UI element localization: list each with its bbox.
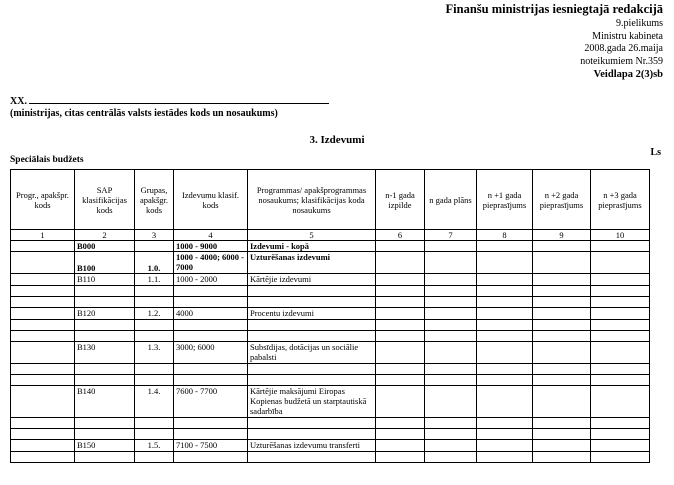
column-number: 2	[75, 230, 135, 241]
amount-cell[interactable]	[591, 297, 650, 308]
table-row	[11, 241, 650, 252]
amount-cell[interactable]	[591, 375, 650, 386]
column-number: 9	[533, 230, 591, 241]
amount-cell[interactable]	[533, 252, 591, 274]
column-header: Grupas, apakšgr. kods	[135, 170, 174, 230]
amount-cell[interactable]	[376, 429, 425, 440]
group-code: 1.3.	[135, 342, 174, 364]
amount-cell[interactable]	[425, 342, 477, 364]
column-number: 7	[425, 230, 477, 241]
column-number: 1	[11, 230, 75, 241]
amount-cell[interactable]	[477, 274, 533, 286]
amount-cell[interactable]	[591, 252, 650, 274]
currency-label: Ls	[650, 147, 661, 158]
table-row	[11, 308, 650, 320]
amount-cell[interactable]	[477, 241, 533, 252]
group-code: 1.5.	[135, 440, 174, 452]
amount-cell[interactable]	[533, 364, 591, 375]
annex-number: 9.pielikums	[616, 18, 663, 29]
amount-cell[interactable]	[425, 440, 477, 452]
item-name: Uzturēšanas izdevumi	[248, 252, 376, 274]
expenditure-code: 1000 - 4000; 6000 - 7000	[174, 252, 248, 274]
item-name: Procentu izdevumi	[248, 308, 376, 320]
column-number: 3	[135, 230, 174, 241]
sap-code: B100	[75, 252, 135, 274]
amount-cell[interactable]	[376, 274, 425, 286]
amount-cell[interactable]	[376, 364, 425, 375]
column-number: 4	[174, 230, 248, 241]
expenditure-code: 7600 - 7700	[174, 386, 248, 418]
header-line-1: Ministru kabineta	[592, 30, 663, 42]
amount-cell[interactable]	[533, 440, 591, 452]
item-name: Kārtējie maksājumi Eiropas Kopienas budžetā un starptautiskā sadarbība	[248, 386, 376, 418]
blank-row	[11, 452, 650, 463]
amount-cell[interactable]	[477, 386, 533, 418]
sap-code: B150	[75, 440, 135, 452]
table-row	[11, 342, 650, 364]
budget-label: Speciālais budžets	[10, 155, 84, 165]
amount-cell[interactable]	[591, 429, 650, 440]
amount-cell[interactable]	[533, 342, 591, 364]
amount-cell[interactable]	[591, 274, 650, 286]
column-header: SAP klasifikācijas kods	[75, 170, 135, 230]
expenditure-code: 7100 - 7500	[174, 440, 248, 452]
amount-cell[interactable]	[425, 274, 477, 286]
amount-cell[interactable]	[425, 375, 477, 386]
institution-caption: (ministrijas, citas centrālās valsts iestādes kods un nosaukums)	[10, 108, 278, 119]
institution-blank-line	[29, 95, 329, 104]
amount-cell[interactable]	[425, 418, 477, 429]
amount-cell[interactable]	[425, 331, 477, 342]
amount-cell[interactable]	[591, 320, 650, 331]
amount-cell[interactable]	[591, 308, 650, 320]
header-line-3: noteikumiem Nr.359	[580, 55, 663, 67]
header-line-2: 2008.gada 26.maija	[584, 43, 663, 54]
item-name: Uzturēšanas izdevumu transferti	[248, 440, 376, 452]
group-code: 1.1.	[135, 274, 174, 286]
institution-block	[10, 95, 329, 120]
amount-cell[interactable]	[376, 452, 425, 463]
amount-cell[interactable]	[376, 418, 425, 429]
blank-row	[11, 429, 650, 440]
amount-cell[interactable]	[477, 375, 533, 386]
amount-cell[interactable]	[425, 320, 477, 331]
column-header: n-1 gada izpilde	[376, 170, 425, 230]
amount-cell[interactable]	[425, 429, 477, 440]
group-code: 1.4.	[135, 386, 174, 418]
amount-cell[interactable]	[477, 364, 533, 375]
item-name: Izdevumi - kopā	[248, 241, 376, 252]
sap-code: B000	[75, 241, 135, 252]
section-title: 3. Izdevumi	[309, 134, 365, 146]
amount-cell[interactable]	[477, 418, 533, 429]
amount-cell[interactable]	[425, 308, 477, 320]
sap-code: B140	[75, 386, 135, 418]
column-header: Progr., apakšpr. kods	[11, 170, 75, 230]
column-header-row	[11, 170, 650, 230]
column-header: n +1 gada pieprasījums	[477, 170, 533, 230]
amount-cell[interactable]	[591, 452, 650, 463]
amount-cell[interactable]	[533, 308, 591, 320]
amount-cell[interactable]	[591, 286, 650, 297]
group-code: 1.0.	[135, 252, 174, 274]
blank-row	[11, 364, 650, 375]
blank-row	[11, 418, 650, 429]
sap-code: B110	[75, 274, 135, 286]
amount-cell[interactable]	[376, 440, 425, 452]
expenditure-code: 3000; 6000	[174, 342, 248, 364]
amount-cell[interactable]	[477, 286, 533, 297]
expenditure-code: 4000	[174, 308, 248, 320]
amount-cell[interactable]	[425, 386, 477, 418]
amount-cell[interactable]	[425, 252, 477, 274]
amount-cell[interactable]	[477, 308, 533, 320]
amount-cell[interactable]	[376, 386, 425, 418]
column-number: 5	[248, 230, 376, 241]
amount-cell[interactable]	[376, 252, 425, 274]
column-number: 8	[477, 230, 533, 241]
amount-cell[interactable]	[591, 386, 650, 418]
amount-cell[interactable]	[591, 418, 650, 429]
amount-cell[interactable]	[376, 375, 425, 386]
sap-code: B130	[75, 342, 135, 364]
blank-row	[11, 297, 650, 308]
amount-cell[interactable]	[591, 241, 650, 252]
column-number-row	[11, 230, 650, 241]
amount-cell[interactable]	[533, 386, 591, 418]
amount-cell[interactable]	[477, 342, 533, 364]
amount-cell[interactable]	[376, 308, 425, 320]
header-title: Finanšu ministrijas iesniegtajā redakcijā	[445, 2, 663, 16]
column-number: 6	[376, 230, 425, 241]
amount-cell[interactable]	[533, 241, 591, 252]
form-label: Veidlapa 2(3)sb	[593, 69, 663, 80]
column-header: n +3 gada pieprasījums	[591, 170, 650, 230]
amount-cell[interactable]	[533, 297, 591, 308]
table-row	[11, 274, 650, 286]
amount-cell[interactable]	[376, 297, 425, 308]
amount-cell[interactable]	[425, 297, 477, 308]
item-name: Kārtējie izdevumi	[248, 274, 376, 286]
blank-row	[11, 375, 650, 386]
column-number: 10	[591, 230, 650, 241]
item-name: Subsīdijas, dotācijas un sociālie pabalsti	[248, 342, 376, 364]
column-header: n gada plāns	[425, 170, 477, 230]
expenditure-code: 1000 - 2000	[174, 274, 248, 286]
amount-cell[interactable]	[376, 320, 425, 331]
column-header: n +2 gada pieprasījums	[533, 170, 591, 230]
table-row	[11, 386, 650, 418]
amount-cell[interactable]	[533, 429, 591, 440]
amount-cell[interactable]	[425, 241, 477, 252]
amount-cell[interactable]	[477, 297, 533, 308]
blank-row	[11, 286, 650, 297]
amount-cell[interactable]	[477, 429, 533, 440]
amount-cell[interactable]	[425, 364, 477, 375]
amount-cell[interactable]	[533, 331, 591, 342]
column-header: Izdevumu klasif. kods	[174, 170, 248, 230]
amount-cell[interactable]	[591, 342, 650, 364]
blank-row	[11, 331, 650, 342]
blank-row	[11, 320, 650, 331]
amount-cell[interactable]	[477, 320, 533, 331]
amount-cell[interactable]	[533, 274, 591, 286]
amount-cell[interactable]	[533, 320, 591, 331]
amount-cell[interactable]	[376, 331, 425, 342]
amount-cell[interactable]	[477, 440, 533, 452]
group-code: 1.2.	[135, 308, 174, 320]
table-row	[11, 440, 650, 452]
expenditure-code: 1000 - 9000	[174, 241, 248, 252]
amount-cell[interactable]	[477, 331, 533, 342]
amount-cell[interactable]	[376, 241, 425, 252]
amount-cell[interactable]	[533, 375, 591, 386]
amount-cell[interactable]	[533, 286, 591, 297]
amount-cell[interactable]	[591, 440, 650, 452]
amount-cell[interactable]	[477, 252, 533, 274]
document-header	[446, 3, 663, 81]
institution-prefix: XX.	[10, 96, 27, 107]
amount-cell[interactable]	[376, 286, 425, 297]
amount-cell[interactable]	[533, 418, 591, 429]
expenditure-table	[10, 169, 650, 463]
amount-cell[interactable]	[591, 364, 650, 375]
amount-cell[interactable]	[477, 452, 533, 463]
column-header: Programmas/ apakšprogrammas nosaukums; klasifikācijas koda nosaukums	[248, 170, 376, 230]
amount-cell[interactable]	[533, 452, 591, 463]
group-code	[135, 241, 174, 252]
amount-cell[interactable]	[425, 286, 477, 297]
amount-cell[interactable]	[425, 452, 477, 463]
table-row	[11, 252, 650, 274]
amount-cell[interactable]	[591, 331, 650, 342]
sap-code: B120	[75, 308, 135, 320]
amount-cell[interactable]	[376, 342, 425, 364]
